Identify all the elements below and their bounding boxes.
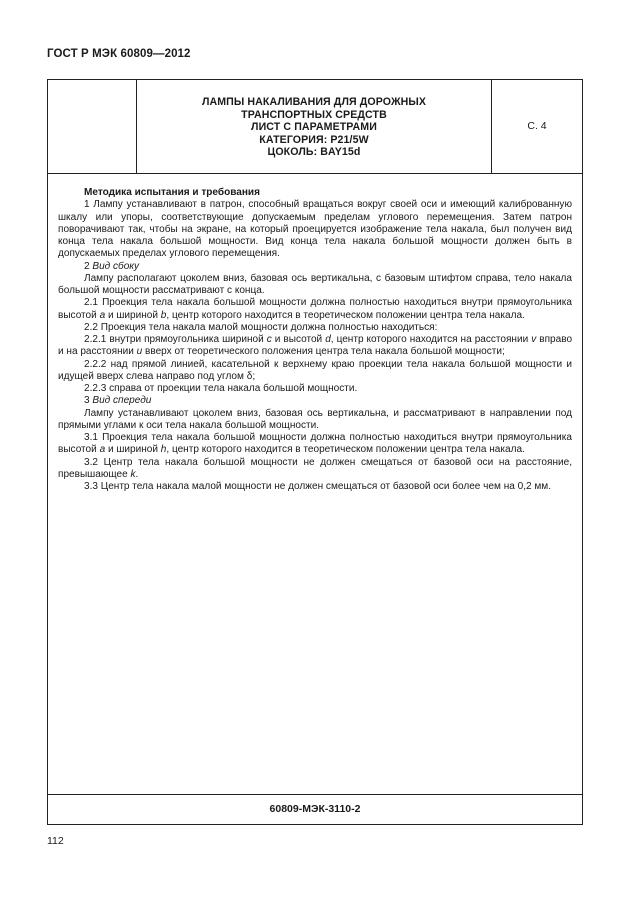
title-line-1: ЛАМПЫ НАКАЛИВАНИЯ ДЛЯ ДОРОЖНЫХ <box>201 96 427 108</box>
title-block-left-cell <box>48 80 137 173</box>
paragraph-1: 1 Лампу устанавливают в патрон, способный вращаться вокруг своей оси и имеющий калиброванную шкалу или упоры, соответствующие допускаемым пределам углового перемещения. Затем патрон поворачивают так, чтобы на экране, на который проецируется изображение тела накала, был получен вид конца тела накала большой мощности. Вид конца тела накала большой мощности должен быть в допускаемых пределах углового перемещения. <box>58 199 572 260</box>
paragraph-2: 2 Вид сбоку <box>84 260 140 272</box>
document-code: ГОСТ Р МЭК 60809—2012 <box>47 48 191 60</box>
sheet-title <box>137 80 492 173</box>
title-line-2: ТРАНСПОРТНЫХ СРЕДСТВ <box>241 108 387 121</box>
title-block <box>48 80 582 174</box>
title-line-4: КАТЕГОРИЯ: P21/5W <box>259 133 369 146</box>
paragraph-11: 3.1 Проекция тела накала большой мощности должна полностью находиться внутри прямоугольника высотой a и шириной h, центр которого находится в теоретическом положении центра тела накала. <box>58 432 572 456</box>
paragraph-6: 2.2.1 внутри прямоугольника шириной c и высотой d, центр которого находится на расстоянии v вправо и на расстоянии u вверх от теоретического положения центра тела накала большой мощности; <box>58 334 573 358</box>
section-heading: Методика испытания и требования <box>84 187 260 198</box>
paragraph-10: Лампу устанавливают цоколем вниз, базовая ось вертикальна, и рассматривают в направлении под прямыми углами к оси тела накала большой мощности. <box>58 407 572 431</box>
paragraph-12: 3.2 Центр тела накала большой мощности не должен смещаться от базовой оси на расстояние, превышающее k. <box>58 456 572 480</box>
title-line-3: ЛИСТ С ПАРАМЕТРАМИ <box>251 121 377 134</box>
paragraph-8: 2.2.3 справа от проекции тела накала большой мощности. <box>84 383 358 394</box>
paragraph-4: 2.1 Проекция тела накала большой мощности должна полностью находиться внутри прямоугольника высотой a и шириной b, центр которого находится в теоретическом положении центра тела накала. <box>58 297 572 321</box>
paragraph-5: 2.2 Проекция тела накала малой мощности должна полностью находиться: <box>84 321 438 333</box>
page-number: 112 <box>47 835 64 847</box>
sheet-footer-code: 60809-МЭК-3110-2 <box>48 794 582 824</box>
paragraph-7: 2.2.2 над прямой линией, касательной к верхнему краю проекции тела накала большой мощности и идущей вверх слева направо под углом δ; <box>58 358 572 382</box>
sheet-number: С. 4 <box>527 120 547 132</box>
paragraph-9: 3 Вид спереди <box>84 395 152 407</box>
parameter-sheet <box>47 79 583 825</box>
paragraph-3: Лампу располагают цоколем вниз, базовая ось вертикальна, с базовым штифтом справа, тело накала большой мощности рассматривают с конца. <box>58 272 572 296</box>
sheet-body <box>58 187 572 493</box>
paragraph-13: 3.3 Центр тела накала малой мощности не должен смещаться от базовой оси более чем на 0,2 мм. <box>84 481 551 492</box>
title-line-5: ЦОКОЛЬ: BAY15d <box>267 146 361 159</box>
